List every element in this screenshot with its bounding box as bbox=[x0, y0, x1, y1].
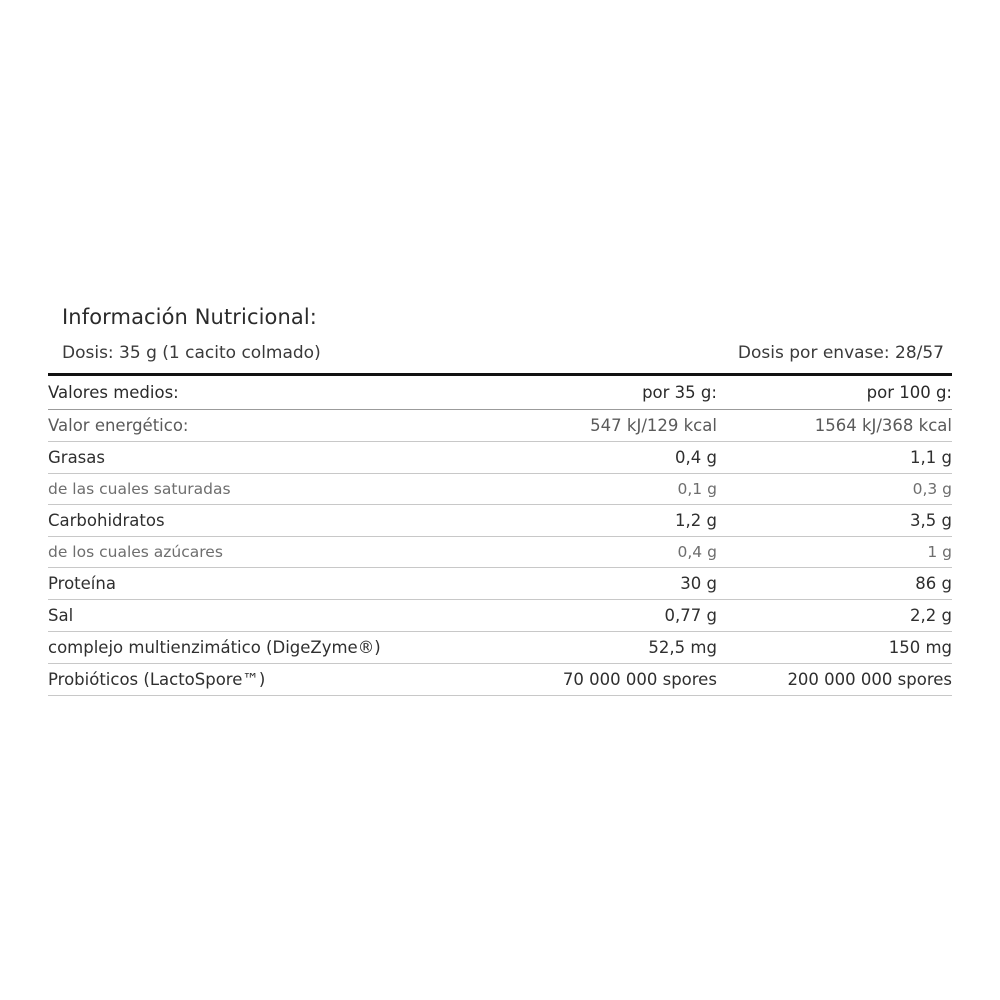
row-serving-value: 0,4 g bbox=[446, 442, 717, 474]
doses-per-container-text: Dosis por envase: 28/57 bbox=[737, 343, 944, 363]
row-label: Proteína bbox=[48, 568, 446, 600]
row-label: Probióticos (LactoSpore™) bbox=[48, 664, 446, 696]
table-row bbox=[48, 505, 952, 537]
row-serving-value: 0,4 g bbox=[446, 537, 717, 568]
row-label: de las cuales saturadas bbox=[48, 474, 446, 505]
table-row bbox=[48, 600, 952, 632]
row-label: Sal bbox=[48, 600, 446, 632]
row-hundred-value: 3,5 g bbox=[717, 505, 952, 537]
row-serving-value: 0,77 g bbox=[446, 600, 717, 632]
table-row bbox=[48, 410, 952, 442]
row-label: de los cuales azúcares bbox=[48, 537, 446, 568]
column-header-label: Valores medios: bbox=[48, 375, 446, 410]
table-row bbox=[48, 632, 952, 664]
row-hundred-value: 86 g bbox=[717, 568, 952, 600]
row-hundred-value: 1,1 g bbox=[717, 442, 952, 474]
row-hundred-value: 1 g bbox=[717, 537, 952, 568]
row-serving-value: 30 g bbox=[446, 568, 717, 600]
nutrition-label bbox=[48, 305, 952, 696]
nutrition-table bbox=[48, 373, 952, 696]
table-header-row bbox=[48, 375, 952, 410]
row-serving-value: 547 kJ/129 kcal bbox=[446, 410, 717, 442]
row-serving-value: 0,1 g bbox=[446, 474, 717, 505]
table-row bbox=[48, 537, 952, 568]
dose-row bbox=[48, 343, 952, 363]
table-row bbox=[48, 474, 952, 505]
row-label: Grasas bbox=[48, 442, 446, 474]
row-serving-value: 52,5 mg bbox=[446, 632, 717, 664]
page-title: Información Nutricional: bbox=[62, 305, 317, 329]
table-row bbox=[48, 442, 952, 474]
row-hundred-value: 2,2 g bbox=[717, 600, 952, 632]
row-hundred-value: 200 000 000 spores bbox=[717, 664, 952, 696]
row-hundred-value: 150 mg bbox=[717, 632, 952, 664]
column-header-serving: por 35 g: bbox=[446, 375, 717, 410]
table-row bbox=[48, 568, 952, 600]
row-serving-value: 70 000 000 spores bbox=[446, 664, 717, 696]
row-label: complejo multienzimático (DigeZyme®) bbox=[48, 632, 446, 664]
row-hundred-value: 1564 kJ/368 kcal bbox=[717, 410, 952, 442]
column-header-hundred: por 100 g: bbox=[717, 375, 952, 410]
row-label: Valor energético: bbox=[48, 410, 446, 442]
row-label: Carbohidratos bbox=[48, 505, 446, 537]
nutrition-table-body bbox=[48, 375, 952, 696]
row-hundred-value: 0,3 g bbox=[717, 474, 952, 505]
row-serving-value: 1,2 g bbox=[446, 505, 717, 537]
dose-per-serving-text: Dosis: 35 g (1 cacito colmado) bbox=[62, 343, 321, 363]
table-row bbox=[48, 664, 952, 696]
